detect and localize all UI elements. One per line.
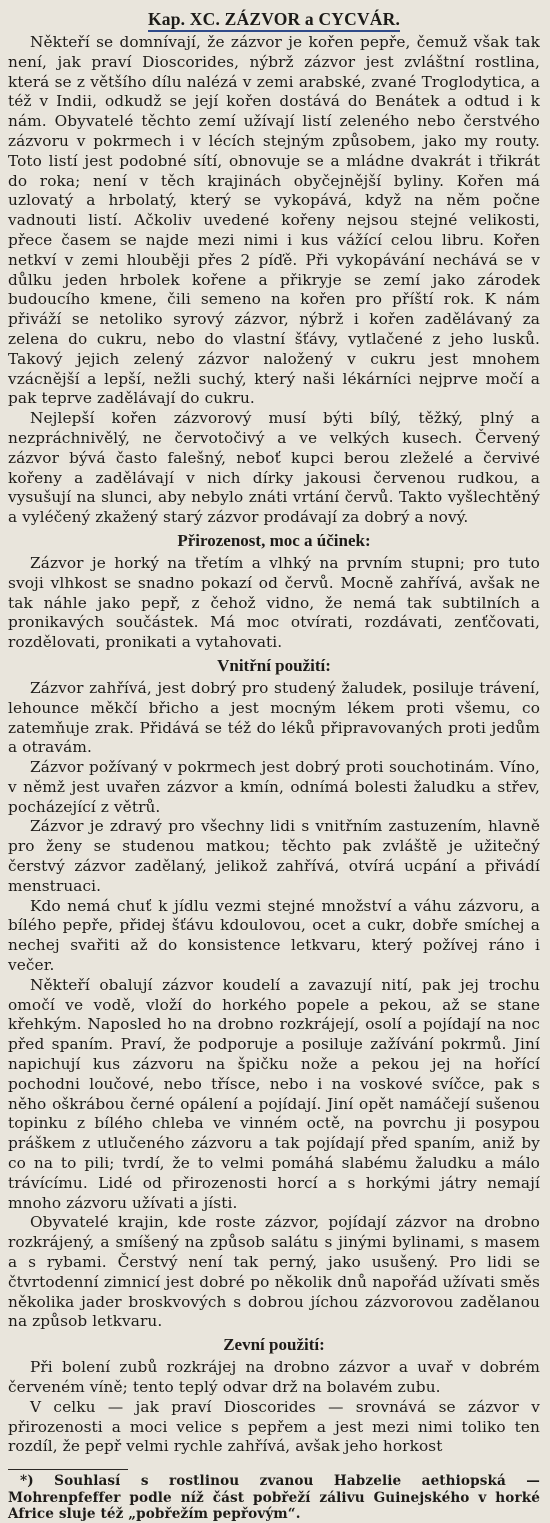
section-heading-external-use: Zevní použití:: [223, 1335, 325, 1355]
internal-use-paragraph-4: Kdo nemá chuť k jídlu vezmi stejné množství a váhu zázvoru, a bílého pepře, přidej šťávu kdoulovou, ocet a cukr, dobře smíchej a nechej svařiti až do konsistence letkvaru, který požívej ráno i večer.: [8, 896, 540, 975]
intro-paragraph-2: Nejlepší kořen zázvorový musí býti bílý, těžký, plný a nezpráchnivělý, ne červotočivý a ve velkých kusech. Červený zázvor bývá často falešný, neboť kupci berou zleželé a červivé kořeny a zadělávají v nich dírky jakousi červenou rudkou, a vysušují na slunci, aby nebylo znáti vrtání červů. Takto vyšlechtěný a vyléčený zkažený starý zázvor prodávají za dobrý a nový.: [8, 409, 540, 527]
properties-paragraph: Zázvor je horký na třetím a vlhký na prvním stupni; pro tuto svoji vlhkost se snadno pokazí od červů. Mocně zahřívá, avšak ne tak náhle jako pepř, z čehož vidno, že nemá tak subtilních a pronikavých součástek. Má moc otvírati, rozdávati, zenťčovati, rozdělovati, pronikati a vytahovati.: [8, 553, 540, 652]
external-use-paragraph-1: Při bolení zubů rozkrájej na drobno zázvor a uvař v dobrém červeném víně; tento teplý odvar drž na bolavém zubu.: [8, 1358, 540, 1396]
internal-use-paragraph-6: Obyvatelé krajin, kde roste zázvor, pojídají zázvor na drobno rozkrájený, a smíšený na způsob salátu s jinými bylinami, s masem a s rybami. Čerstvý není tak perný, jako usušený. Pro lidi se čtvrtodenní zimnicí jest dobré po několik dnů napořád užívati směs několika jader broskvových s dobrou jíchou zázvorovou zadělanou na způsob letkvaru.: [8, 1213, 540, 1331]
section-heading-internal-use: Vnitřní použití:: [217, 655, 331, 675]
internal-use-paragraph-2: Zázvor požívaný v pokrmech jest dobrý proti souchotinám. Víno, v němž jest uvařen zázvor a kmín, odnímá bolesti žaludku a střev, pocházející z větrů.: [8, 758, 540, 816]
chapter-title: Kap. XC. ZÁZVOR a CYCVÁR.: [8, 9, 540, 30]
footnote-divider: [8, 1469, 128, 1470]
footnote-text: *) Souhlasí s rostlinou zvanou Habzelie aethiopská — Mohrenpfeffer podle níž část pobřeží zálivu Guinejského v horké Africe sluje též „pobřežím pepřovým“.: [8, 1473, 540, 1523]
external-use-paragraph-2: V celku — jak praví Dioscorides — srovnává se zázvor v přirozenosti a moci velice s pepřem a jest mezi nimi toliko ten rozdíl, že pepř velmi rychle zahřívá, avšak jeho horkost: [8, 1397, 540, 1456]
footnote: [8, 1473, 540, 1523]
book-page: [0, 9, 550, 1523]
section-heading-properties: Přirozenost, moc a účinek:: [177, 530, 371, 550]
intro-paragraph-1: Někteří se domnívají, že zázvor je kořen pepře, čemuž však tak není, jak praví Dioscorides, nýbrž zázvor jest zvláštní rostlina, která se z většího dílu nalézá v zemi arabské, zvané Troglodytica, a též v Indii, odkudž se její kořen dostává do Benátek a odtud i k nám. Obyvatelé těchto zemí užívají listí zeleného nebo čerstvého zázvoru v pokrmech i v lécích stejným způsobem, jako my routy. Toto listí jest podobné sítí, obnovuje se a mládne dvakrát i třikrát do roka; není v těch krajinách obyčejnější byliny. Kořen má uzlovatý a hrbolatý, který se vykopává, když na něm počne vadnouti listí. Ačkoliv uvedené kořeny nejsou stejné velikosti, přece časem se najde mezi nimi i kus vážící celou libru. Kořen netkví v zemi hlouběji přes 2 píďě. Při vykopávání nechává se v důlku jeden hrbolek kořene a přikryje se zemí jako zárodek budoucího kmene, čili semeno na kořen pro příští rok. K nám přiváží se netoliko syrový zázvor, nýbrž i kořen zadělávaný za zelena do cukru, nebo do vlastní šťávy, vytlačené z jeho lusků. Takový jejich zelený zázvor naložený v cukru jest mnohem vzácnější a lepší, nežli suchý, který naši lékárníci nejprve močí a pak teprve zadělávají do cukru.: [8, 33, 540, 408]
internal-use-paragraph-5: Někteří obalují zázvor koudelí a zavazují nití, pak jej trochu omočí ve vodě, vloží do horkého popele a pekou, až se stane křehkým. Naposled ho na drobno rozkrájejí, osolí a pojídají na noc před spaním. Praví, že podporuje a posiluje zažívání pokrmů. Jiní napichují kus zázvoru na špičku nože a pekou jej na hořící pochodni loučové, nebo třísce, nebo i na voskové svíčce, pak s něho oškrábou černé opálení a pojídají. Jiní opět namáčejí sušenou topinku z bílého chleba ve vinném octě, na povrchu ji posypou práškem z utlučeného zázvoru a tak pojídají před spaním, aniž by co na to pili; tvrdí, že to velmi pomáhá slabému žaludku a málo trávícímu. Lidé od přirozenosti horcí a s horkými játry nemají mnoho zázvoru užívati a jísti.: [8, 975, 540, 1212]
internal-use-paragraph-1: Zázvor zahřívá, jest dobrý pro studený žaludek, posiluje trávení, lehounce měkčí břicho a jest mocným lékem proti všemu, co zatemňuje zrak. Přidává se též do léků připravovaných proti jedům a otravám.: [8, 678, 540, 757]
internal-use-paragraph-3: Zázvor je zdravý pro všechny lidi s vnitřním zastuzením, hlavně pro ženy se studenou matkou; těchto pak zvláště je užitečný čerstvý zázvor zadělaný, jelikož zahřívá, otvírá ucpání a přivádí menstruaci.: [8, 817, 540, 895]
